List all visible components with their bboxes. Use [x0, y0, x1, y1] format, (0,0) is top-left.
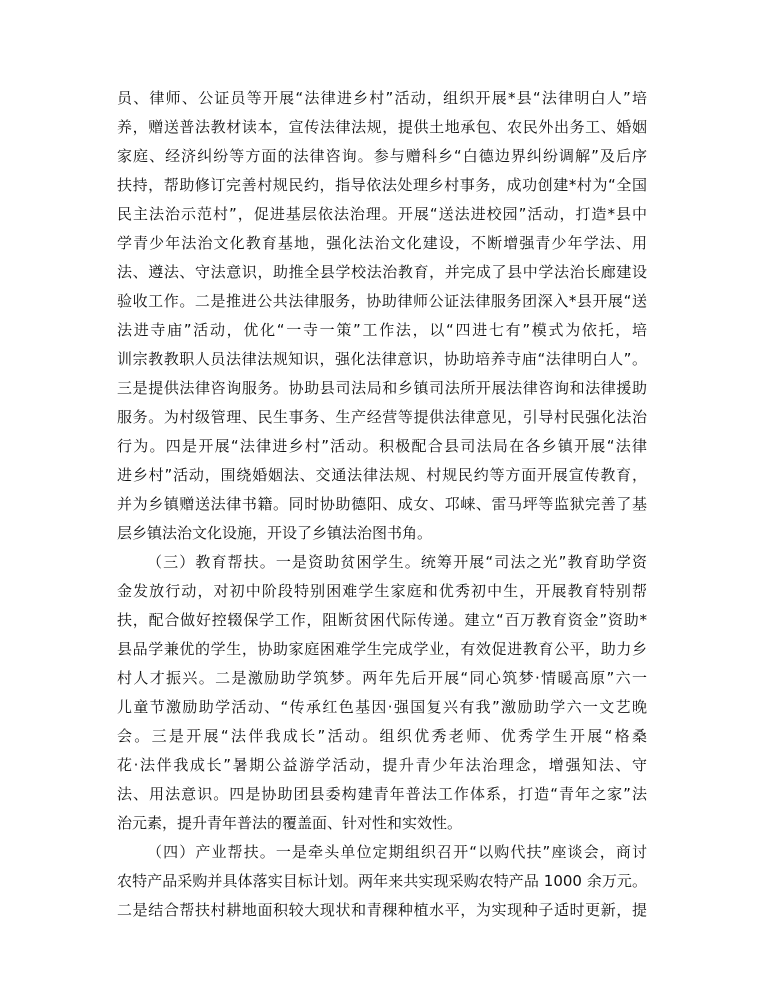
section-heading-line: （三）教育帮扶。一是资助贫困学生。统筹开展“司法之光”教育助学资	[147, 553, 647, 571]
body-text-line: 花·法伴我成长”暑期公益游学活动，提升青少年法治理念，增强知法、守	[117, 756, 647, 774]
body-text-line: 民主法治示范村”，促进基层依法治理。开展“送法进校园”活动，打造*县中	[117, 205, 647, 223]
body-text-line: 员、律师、公证员等开展“法律进乡村”活动，组织开展*县“法律明白人”培	[117, 89, 647, 107]
body-text-line: 服务。为村级管理、民生事务、生产经营等提供法律意见，引导村民强化法治	[117, 408, 647, 426]
body-text-line: 法、用法意识。四是协助团县委构建青年普法工作体系，打造“青年之家”法	[117, 785, 647, 803]
body-text-line: 训宗教教职人员法律法规知识，强化法律意识，协助培养寺庙“法律明白人”。	[117, 350, 647, 368]
body-text-line: 家庭、经济纠纷等方面的法律咨询。参与赠科乡“白德边界纠纷调解”及后序	[117, 147, 647, 165]
body-text-line: 儿童节激励助学活动、“传承红色基因·强国复兴有我”激励助学六一文艺晚	[117, 698, 647, 716]
body-text-line: 法、遵法、守法意识，助推全县学校法治教育，并完成了县中学法治长廊建设	[117, 263, 647, 281]
body-text-line: 扶，配合做好控辍保学工作，阻断贫困代际传递。建立“百万教育资金”资助*	[117, 611, 647, 629]
body-text-line: 治元素，提升青年普法的覆盖面、针对性和实效性。	[117, 814, 463, 832]
body-text-line: 并为乡镇赠送法律书籍。同时协助德阳、成女、邛崃、雷马坪等监狱完善了基	[117, 495, 647, 513]
body-text-line: 养，赠送普法教材读本，宣传法律法规，提供土地承包、农民外出务工、婚姻	[117, 118, 647, 136]
body-text-line: 三是提供法律咨询服务。协助县司法局和乡镇司法所开展法律咨询和法律援助	[117, 379, 647, 397]
body-text-line: 金发放行动，对初中阶段特别困难学生家庭和优秀初中生，开展教育特别帮	[117, 582, 647, 600]
body-text-line: 进乡村”活动，围绕婚姻法、交通法律法规、村规民约等方面开展宣传教育，	[117, 466, 647, 484]
body-text-line: 会。三是开展“法伴我成长”活动。组织优秀老师、优秀学生开展“格桑	[117, 727, 647, 745]
body-text-line: 县品学兼优的学生，协助家庭困难学生完成学业，有效促进教育公平，助力乡	[117, 640, 647, 658]
section-heading-line: （四）产业帮扶。一是牵头单位定期组织召开“以购代扶”座谈会，商讨	[147, 843, 647, 861]
body-text-line: 二是结合帮扶村耕地面积较大现状和青稞种植水平，为实现种子适时更新，提	[117, 901, 647, 919]
body-text-line: 村人才振兴。二是激励助学筑梦。两年先后开展“同心筑梦·情暖高原”六一	[117, 669, 647, 687]
body-text-line: 农特产品采购并具体落实目标计划。两年来共实现采购农特产品 1000 余万元。	[117, 872, 647, 890]
body-text-line: 行为。四是开展“法律进乡村”活动。积极配合县司法局在各乡镇开展“法律	[117, 437, 647, 455]
body-text-line: 扶持，帮助修订完善村规民约，指导依法处理乡村事务，成功创建*村为“全国	[117, 176, 647, 194]
body-text-line: 学青少年法治文化教育基地，强化法治文化建设，不断增强青少年学法、用	[117, 234, 647, 252]
body-text-line: 法进寺庙”活动，优化“一寺一策”工作法，以“四进七有”模式为依托，培	[117, 321, 647, 339]
body-text-line: 验收工作。二是推进公共法律服务，协助律师公证法律服务团深入*县开展“送	[117, 292, 647, 310]
body-text-line: 层乡镇法治文化设施，开设了乡镇法治图书角。	[117, 524, 433, 542]
